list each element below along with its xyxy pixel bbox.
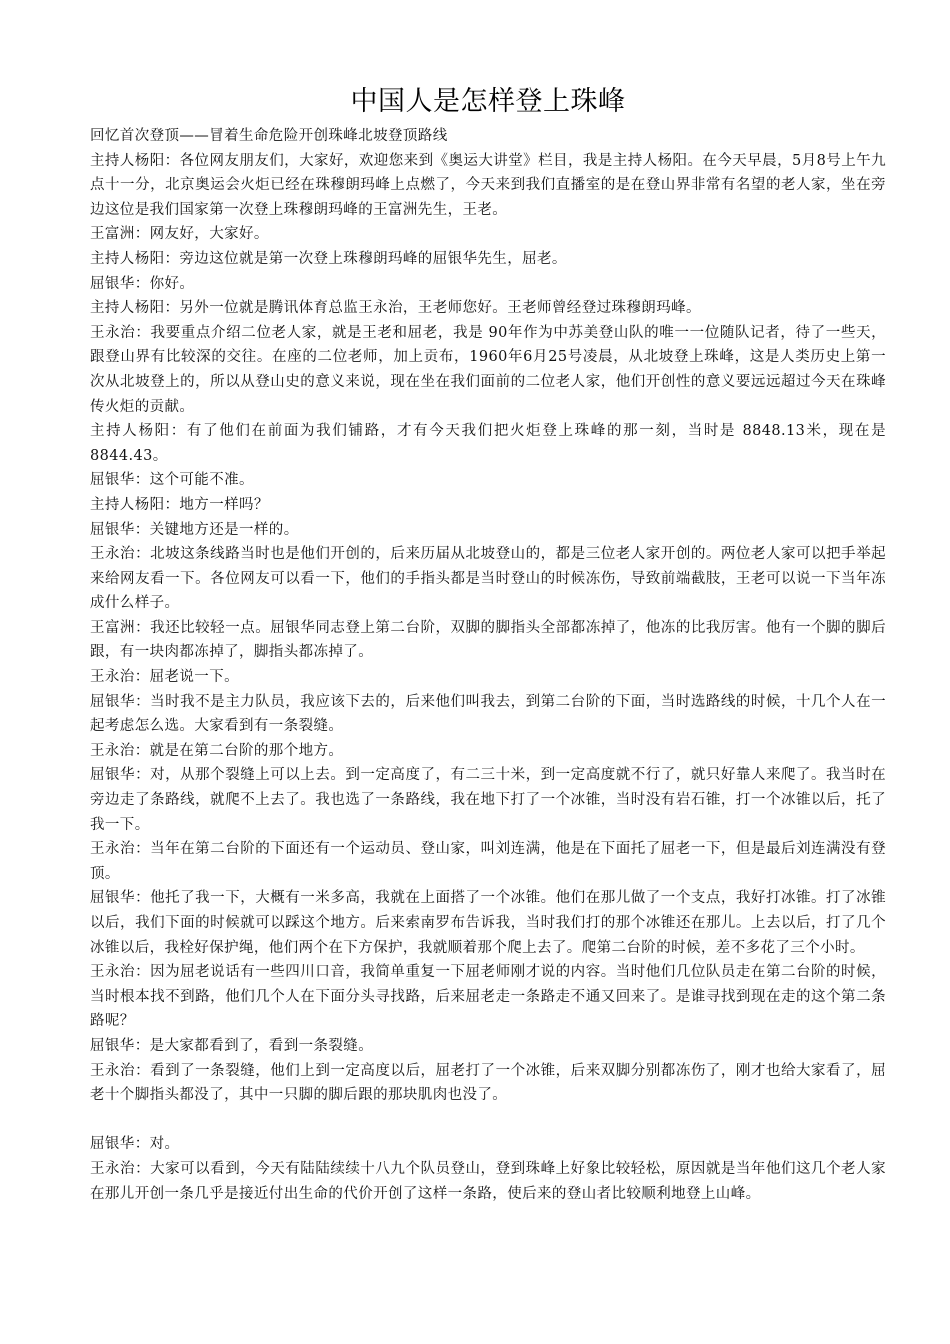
dialogue-paragraph: 王永治：当年在第二台阶的下面还有一个运动员、登山家，叫刘连满，他是在下面托了屈老一下，但是最后刘连满没有登顶。 xyxy=(90,841,886,882)
dialogue-paragraph: 屈银华：对，从那个裂缝上可以上去。到一定高度了，有二三十米，到一定高度就不行了，就只好靠人来爬了。我当时在旁边走了条路线，就爬不上去了。我也选了一条路线，我在地下打了一个冰锥，当时没有岩石锥，打一个冰锥以后，托了我一下。 xyxy=(90,767,886,833)
dialogue-paragraph: 主持人杨阳：地方一样吗？ xyxy=(90,496,269,513)
dialogue-paragraph: 王永治：大家可以看到，今天有陆陆续续十八九个队员登山，登到珠峰上好象比较轻松，原因就是当年他们这几个老人家在那儿开创一条几乎是接近付出生命的代价开创了这样一条路，使后来的登山者比较顺利地登上山峰。 xyxy=(90,1160,886,1202)
dialogue-paragraph: 主持人杨阳：有了他们在前面为我们铺路，才有今天我们把火炬登上珠峰的那一刻，当时是 8848.13米，现在是8844.43。 xyxy=(90,423,886,464)
dialogue-paragraph: 屈银华：你好。 xyxy=(90,275,195,292)
dialogue-paragraph: 屈银华：这个可能不准。 xyxy=(90,472,254,489)
document-body xyxy=(90,84,886,1206)
subtitle-paragraph: 回忆首次登顶——冒着生命危险开创珠峰北坡登顶路线 xyxy=(90,128,448,144)
dialogue-paragraph: 王永治：北坡这条线路当时也是他们开创的，后来历届从北坡登山的，都是三位老人家开创的。两位老人家可以把手举起来给网友看一下。各位网友可以看一下，他们的手指头都是当时登山的时候冻伤，导致前端截肢，王老可以说一下当年冻成什么样子。 xyxy=(90,546,886,612)
dialogue-paragraph: 王富洲：我还比较轻一点。屈银华同志登上第二台阶，双脚的脚指头全部都冻掉了，他冻的比我厉害。他有一个脚的脚后跟，有一块肉都冻掉了，脚指头都冻掉了。 xyxy=(90,619,886,661)
dialogue-paragraph: 屈银华：关键地方还是一样的。 xyxy=(90,521,299,538)
dialogue-paragraph: 王永治：看到了一条裂缝，他们上到一定高度以后，屈老打了一个冰锥，后来双脚分别都冻伤了，刚才也给大家看了，屈老十个脚指头都没了，其中一只脚的脚后跟的那块肌肉也没了。 xyxy=(90,1062,886,1104)
dialogue-paragraph: 主持人杨阳：各位网友朋友们，大家好，欢迎您来到《奥运大讲堂》栏目，我是主持人杨阳。在今天早晨，5月8号上午九点十一分，北京奥运会火炬已经在珠穆朗玛峰上点燃了，今天来到我们直播室的是在登山界非常有名望的老人家，坐在旁边这位是我们国家第一次登上珠穆朗玛峰的王富洲先生，王老。 xyxy=(90,152,886,218)
dialogue-paragraph: 主持人杨阳：另外一位就是腾讯体育总监王永治，王老师您好。王老师曾经登过珠穆朗玛峰。 xyxy=(90,300,701,317)
dialogue-paragraph: 王永治：因为屈老说话有一些四川口音，我简单重复一下屈老师刚才说的内容。当时他们几位队员走在第二台阶的时候，当时根本找不到路，他们几个人在下面分头寻找路，后来屈老走一条路走不通又回来了。是谁寻找到现在走的这个第二条路呢？ xyxy=(90,964,886,1030)
dialogue-paragraph: 王永治：就是在第二台阶的那个地方。 xyxy=(90,742,344,759)
dialogue-paragraph: 屈银华：他托了我一下，大概有一米多高，我就在上面搭了一个冰锥。他们在那儿做了一个支点，我好打冰锥。打了冰锥以后，我们下面的时候就可以踩这个地方。后来索南罗布告诉我，当时我们打的那个冰锥还在那儿。上去以后，打了几个冰锥以后，我栓好保护绳，他们两个在下方保护，我就顺着那个爬上去了。爬第二台阶的时候，差不多花了三个小时。 xyxy=(90,890,886,956)
dialogue-paragraph: 王富洲：网友好，大家好。 xyxy=(90,226,269,243)
dialogue-paragraph: 王永治：我要重点介绍二位老人家，就是王老和屈老，我是 90年作为中苏美登山队的唯一一位随队记者，待了一些天，跟登山界有比较深的交往。在座的二位老师，加上贡布，1960年6月25号凌晨，从北坡登上珠峰，这是人类历史上第一次从北坡登上的，所以从登山史的意义来说，现在坐在我们面前的二位老人家，他们开创性的意义要远远超过今天在珠峰传火炬的贡献。 xyxy=(90,324,886,415)
dialogue-paragraph: 屈银华：当时我不是主力队员，我应该下去的，后来他们叫我去，到第二台阶的下面，当时选路线的时候，十几个人在一起考虑怎么选。大家看到有一条裂缝。 xyxy=(90,693,886,735)
dialogue-paragraph: 王永治：屈老说一下。 xyxy=(90,669,239,686)
dialogue-paragraph: 屈银华：是大家都看到了，看到一条裂缝。 xyxy=(90,1037,374,1054)
dialogue-paragraph: 主持人杨阳：旁边这位就是第一次登上珠穆朗玛峰的屈银华先生，屈老。 xyxy=(90,250,567,267)
document-title: 中国人是怎样登上珠峰 xyxy=(350,86,626,117)
dialogue-paragraph: 屈银华：对。 xyxy=(90,1136,180,1153)
